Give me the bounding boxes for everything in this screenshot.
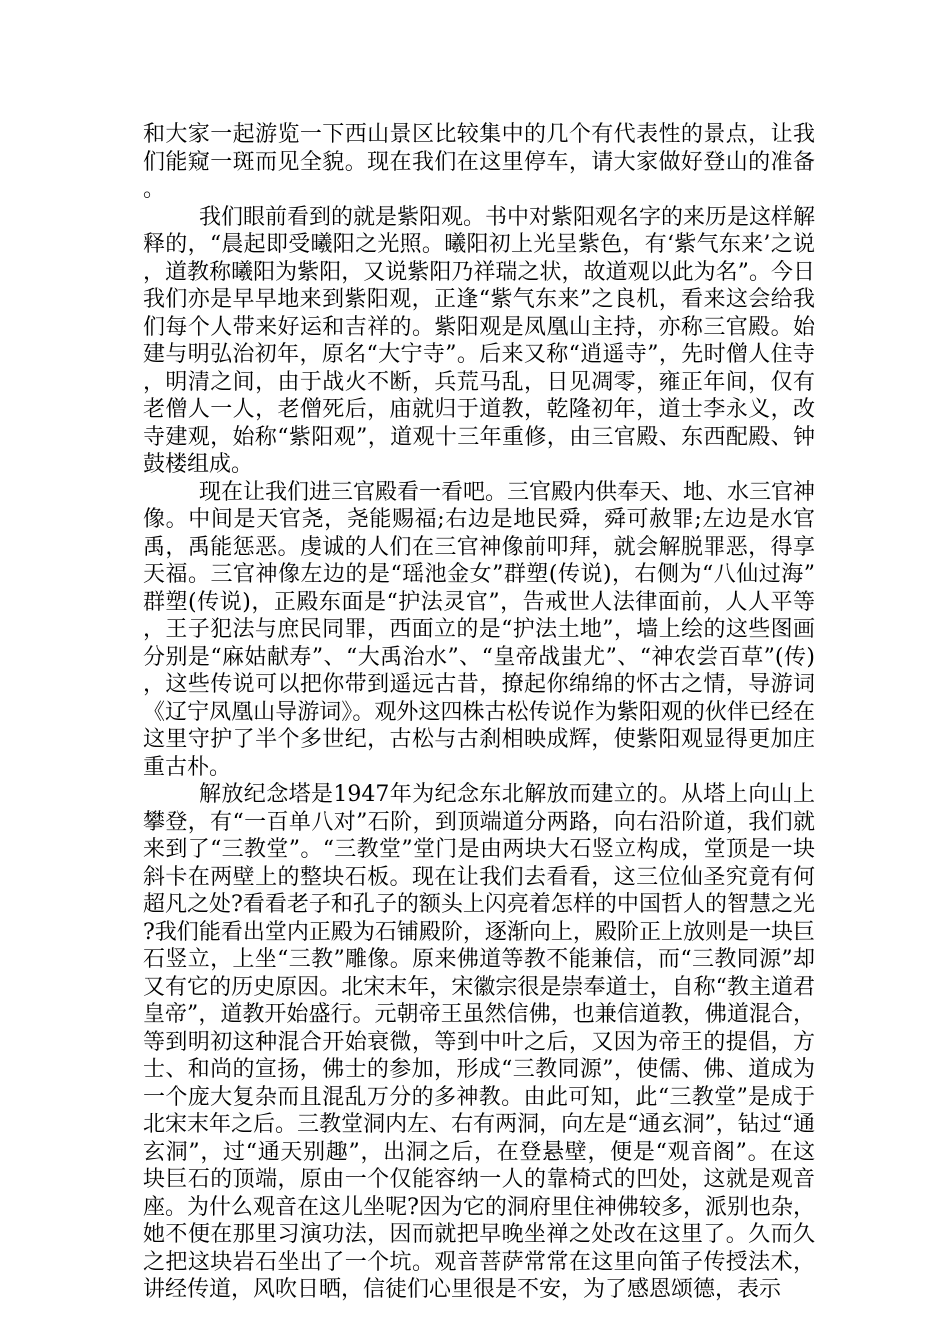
document-body (143, 121, 815, 1304)
paragraph-liberation-tower: 解放纪念塔是1947年为纪念东北解放而建立的。从塔上向山上攀登，有“一百单八对”石阶，到顶端道分两路，向右沿阶道，我们就来到了“三教堂”。“三教堂”堂门是由两块大石竖立构成，堂顶是一块斜卡在两壁上的整块石板。现在让我们去看看，这三位仙圣究竟有何超凡之处?看看老子和孔子的额头上闪亮着怎样的中国哲人的智慧之光?我们能看出堂内正殿为石铺殿阶，逐渐向上，殿阶正上放则是一块巨石竖立，上坐“三教”雕像。原来佛道等教不能兼信，而“三教同源”却又有它的历史原因。北宋末年，宋徽宗很是崇奉道士，自称“教主道君皇帝”，道教开始盛行。元朝帝王虽然信佛，也兼信道教，佛道混合，等到明初这种混合开始衰微，等到中叶之后，又因为帝王的提倡，方士、和尚的宣扬，佛士的参加，形成“三教同源”，使儒、佛、道成为一个庞大复杂而且混乱万分的多神教。由此可知，此“三教堂”是成于北宋末年之后。三教堂洞内左、右有两洞，向左是“通玄洞”，钻过“通玄洞”，过“通天别趣”，出洞之后，在登悬壁，便是“观音阁”。在这块巨石的顶端，原由一个仅能容纳一人的靠椅式的凹处，这就是观音座。为什么观音在这儿坐呢?因为它的洞府里住神佛较多，派别也杂，她不便在那里习演功法，因而就把早晚坐禅之处改在这里了。久而久之把这块岩石坐出了一个坑。观音菩萨常常在这里向笛子传授法术，讲经传道，风吹日晒，信徒们心里很是不安，为了感恩颂德，表示 (143, 782, 815, 1302)
paragraph-intro: 和大家一起游览一下西山景区比较集中的几个有代表性的景点，让我们能窥一斑而见全貌。现在我们在这里停车，请大家做好登山的准备。 (143, 122, 815, 202)
paragraph-sanguan-hall: 现在让我们进三官殿看一看吧。三官殿内供奉天、地、水三官神像。中间是天官尧，尧能赐福;右边是地民舜，舜可赦罪;左边是水官禹，禹能惩恶。虔诚的人们在三官神像前叩拜，就会解脱罪恶，得享天福。三官神像左边的是“瑶池金女”群塑(传说)，右侧为“八仙过海”群塑(传说)，正殿东面是“护法灵官”，告戒世人法律面前，人人平等，王子犯法与庶民同罪，西面立的是“护法土地”，墙上绘的这些图画分别是“麻姑献寿”、“大禹治水”、“皇帝战蚩尤”、“神农尝百草”(传)，这些传说可以把你带到遥远古昔，撩起你绵绵的怀古之情，导游词《辽宁凤凰山导游词》。观外这四株古松传说作为紫阳观的伙伴已经在这里守护了半个多世纪，古松与古刹相映成辉，使紫阳观显得更加庄重古朴。 (143, 479, 816, 780)
paragraph-ziyang-temple: 我们眼前看到的就是紫阳观。书中对紫阳观名字的来历是这样解释的，“晨起即受曦阳之光照。曦阳初上光呈紫色，有‘紫气东来’之说，道教称曦阳为紫阳，又说紫阳乃祥瑞之状，故道观以此为名”。今日我们亦是早早地来到紫阳观，正逢“紫气东来”之良机，看来这会给我们每个人带来好运和吉祥的。紫阳观是凤凰山主持，亦称三官殿。始建与明弘治初年，原名“大宁寺”。后来又称“逍遥寺”，先时僧人住寺，明清之间，由于战火不断，兵荒马乱，日见凋零，雍正年间，仅有老僧人一人，老僧死后，庙就归于道教，乾隆初年，道士李永义，改寺建观，始称“紫阳观”，道观十三年重修，由三官殿、东西配殿、钟鼓楼组成。 (143, 204, 816, 477)
